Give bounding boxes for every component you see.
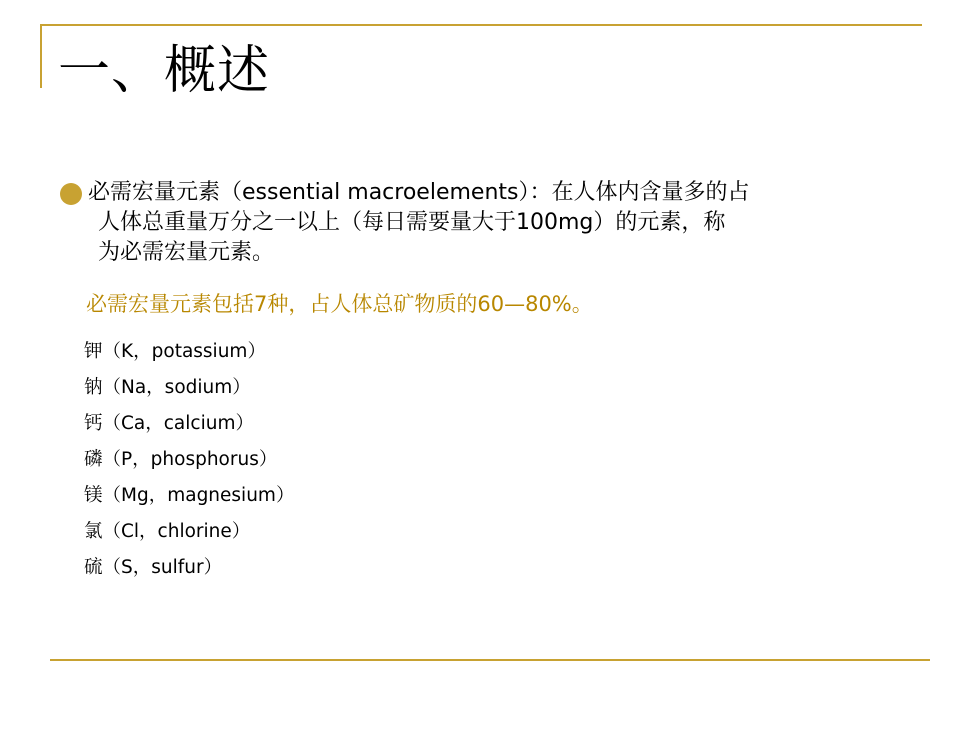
top-rule xyxy=(40,24,922,26)
bottom-rule xyxy=(50,659,930,661)
intro-line: 人体总重量万分之一以上（每日需要量大于100mg）的元素，称 xyxy=(98,210,726,235)
element-item-phosphorus: 磷（P，phosphorus） xyxy=(84,449,278,470)
element-item-calcium: 钙（Ca，calcium） xyxy=(84,413,254,434)
element-list xyxy=(84,334,294,586)
bullet-icon xyxy=(60,183,82,205)
summary-text: 必需宏量元素包括7种，占人体总矿物质的60—80%。 xyxy=(86,292,593,316)
left-rule xyxy=(40,24,42,88)
element-item-chlorine: 氯（Cl，chlorine） xyxy=(84,521,251,542)
slide-title: 一、概述 xyxy=(58,41,271,101)
element-item-magnesium: 镁（Mg，magnesium） xyxy=(84,485,295,506)
intro-paragraph xyxy=(88,178,749,268)
element-item-sulfur: 硫（S，sulfur） xyxy=(84,557,223,578)
element-item-sodium: 钠（Na，sodium） xyxy=(84,377,251,398)
intro-line: 必需宏量元素（essential macroelements）：在人体内含量多的占 xyxy=(88,180,750,205)
intro-line: 为必需宏量元素。 xyxy=(98,240,275,265)
element-item-potassium: 钾（K，potassium） xyxy=(84,341,266,362)
